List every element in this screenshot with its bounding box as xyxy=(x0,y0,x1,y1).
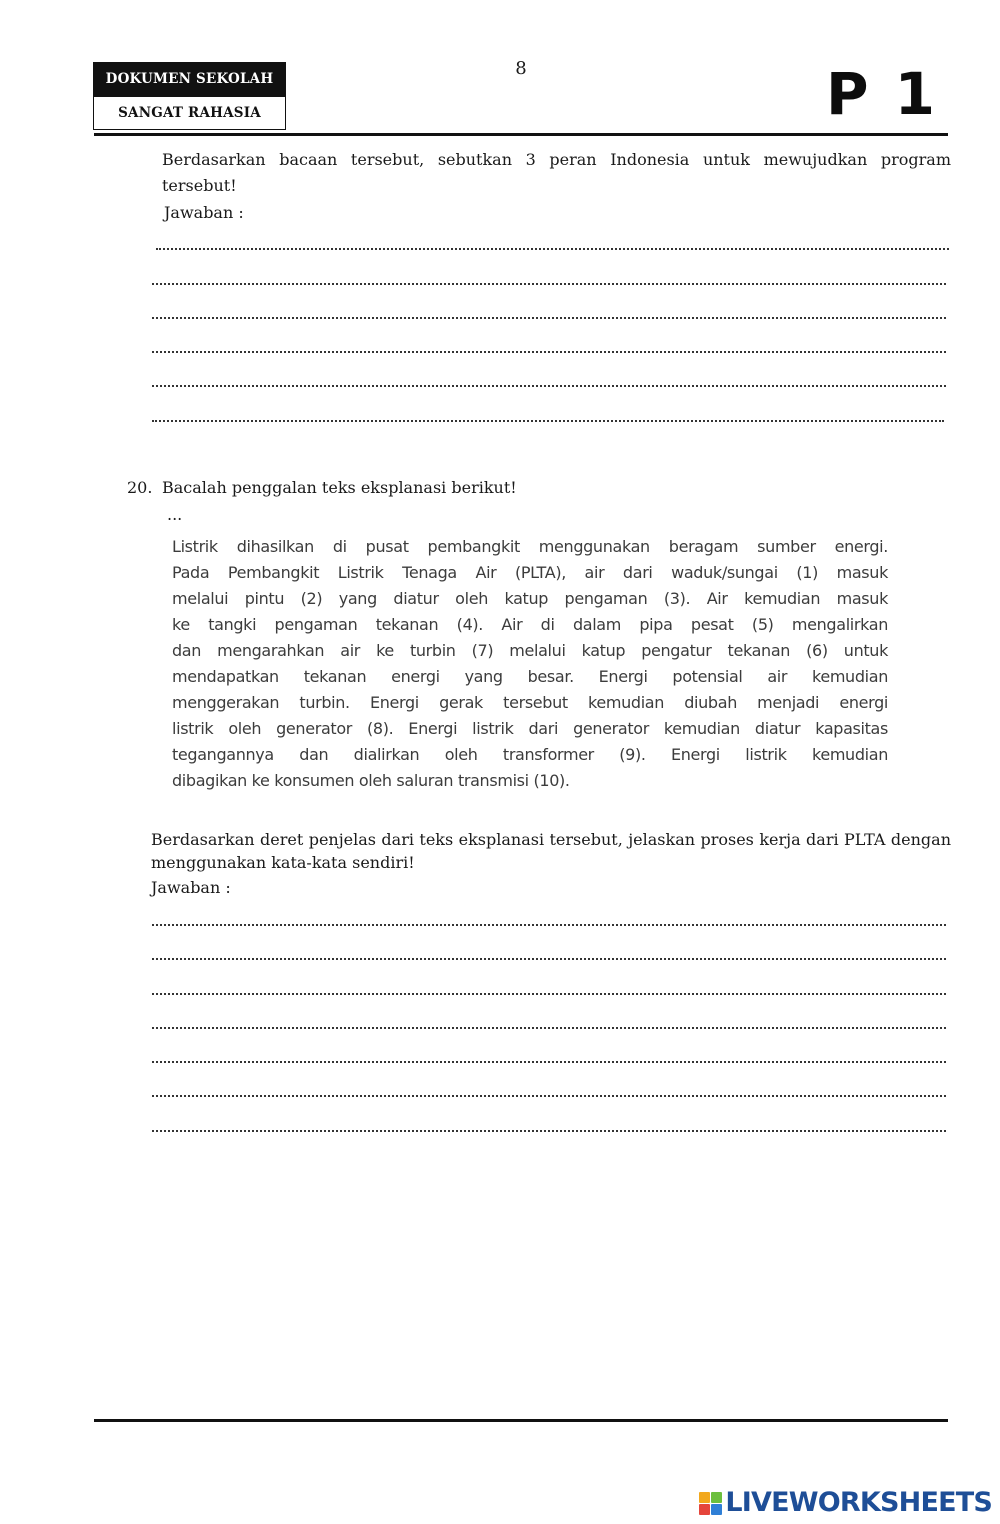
q20-ellipsis: ... xyxy=(167,505,183,524)
q20-answer-line[interactable] xyxy=(152,948,946,960)
q20-answer-label: Jawaban : xyxy=(151,878,231,897)
q19-answer-line[interactable] xyxy=(152,307,946,319)
passage-line: listrik oleh generator (8). Energi listrik dari generator kemudian diatur kapasitas xyxy=(172,719,888,738)
q19-answer-line[interactable] xyxy=(152,273,946,285)
document-label: DOKUMEN SEKOLAH xyxy=(93,62,286,96)
q20-explanation-passage xyxy=(172,534,888,794)
passage-line: mendapatkan tekanan energi yang besar. Energi potensial air kemudian xyxy=(172,667,888,686)
brand-name: LIVEWORKSHEETS xyxy=(725,1487,992,1518)
q19-answer-line[interactable] xyxy=(152,410,944,422)
q20-prompt: Bacalah penggalan teks eksplanasi berikut! xyxy=(162,478,517,497)
q19-answer-line[interactable] xyxy=(152,375,946,387)
q20-answer-line[interactable] xyxy=(152,1017,946,1029)
passage-line: ke tangki pengaman tekanan (4). Air di dalam pipa pesat (5) mengalirkan xyxy=(172,615,888,634)
q20-answer-line[interactable] xyxy=(152,1085,946,1097)
passage-line: dibagikan ke konsumen oleh saluran transmisi (10). xyxy=(172,771,570,790)
q20-answer-line[interactable] xyxy=(152,1120,946,1132)
q20-answer-line[interactable] xyxy=(152,914,946,926)
passage-line: menggerakan turbin. Energi gerak tersebut kemudian diubah menjadi energi xyxy=(172,693,888,712)
liveworksheets-logo-icon xyxy=(699,1492,722,1515)
paper-code: P 1 xyxy=(825,60,938,128)
passage-line: tegangannya dan dialirkan oleh transformer (9). Energi listrik kemudian xyxy=(172,745,888,764)
passage-line: Listrik dihasilkan di pusat pembangkit menggunakan beragam sumber energi. xyxy=(172,537,888,556)
q20-question-text: Berdasarkan deret penjelas dari teks eksplanasi tersebut, jelaskan proses kerja dari PLTA dengan menggunakan kata-kata sendiri! xyxy=(151,830,951,872)
q20-answer-line[interactable] xyxy=(152,1051,946,1063)
passage-line: Pada Pembangkit Listrik Tenaga Air (PLTA), air dari waduk/sungai (1) masuk xyxy=(172,563,888,582)
header-divider xyxy=(94,133,948,136)
q19-answer-line[interactable] xyxy=(156,238,949,250)
passage-line: dan mengarahkan air ke turbin (7) melalui katup pengatur tekanan (6) untuk xyxy=(172,641,888,660)
passage-line: melalui pintu (2) yang diatur oleh katup pengaman (3). Air kemudian masuk xyxy=(172,589,888,608)
q20-number: 20. xyxy=(127,478,153,497)
footer-divider xyxy=(94,1419,948,1422)
page-number: 8 xyxy=(515,58,527,79)
q19-answer-line[interactable] xyxy=(152,341,946,353)
q20-answer-line[interactable] xyxy=(152,983,946,995)
q19-question-text: Berdasarkan bacaan tersebut, sebutkan 3 peran Indonesia untuk mewujudkan program tersebut! xyxy=(162,150,951,195)
liveworksheets-brand[interactable] xyxy=(699,1488,992,1518)
q19-answer-label: Jawaban : xyxy=(164,203,244,222)
confidential-label: SANGAT RAHASIA xyxy=(93,96,286,130)
